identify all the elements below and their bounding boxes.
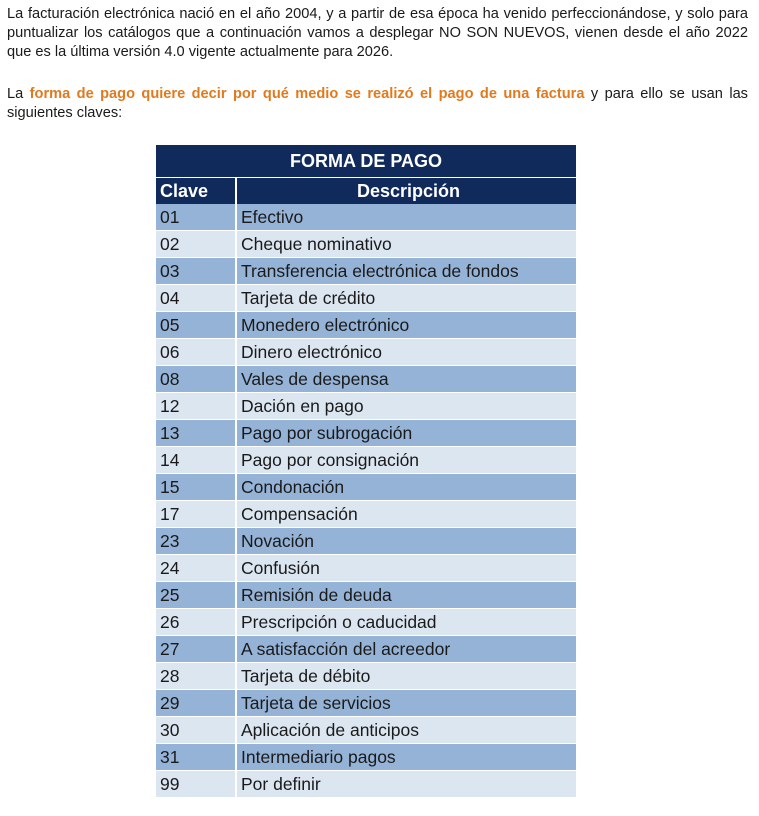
row-key: 99	[156, 771, 236, 798]
row-description: Tarjeta de servicios	[236, 690, 576, 717]
row-key: 03	[156, 258, 236, 285]
row-key: 31	[156, 744, 236, 771]
table-row	[156, 744, 576, 771]
row-description: Remisión de deuda	[236, 582, 576, 609]
row-description: Compensación	[236, 501, 576, 528]
usage-suffix: y para ello se usan las siguientes claves:	[7, 86, 748, 121]
intro-paragraph: La facturación electrónica nació en el año 2004, y a partir de esa época ha venido perfeccionándose, y solo para puntualizar los catálogos que a continuación vamos a desplegar NO SON NUEVOS, vienen desde el año 2022 que es la última versión 4.0 vigente actualmente para 2026.	[7, 6, 748, 60]
row-key: 06	[156, 339, 236, 366]
row-description: Condonación	[236, 474, 576, 501]
row-key: 23	[156, 528, 236, 555]
payment-method-table	[156, 145, 576, 798]
row-description: Monedero electrónico	[236, 312, 576, 339]
row-description: Prescripción o caducidad	[236, 609, 576, 636]
row-key: 12	[156, 393, 236, 420]
row-description: Pago por subrogación	[236, 420, 576, 447]
table-row	[156, 339, 576, 366]
row-key: 29	[156, 690, 236, 717]
row-description: Dinero electrónico	[236, 339, 576, 366]
row-description: Tarjeta de crédito	[236, 285, 576, 312]
table-row	[156, 258, 576, 285]
table-title-row	[156, 145, 576, 178]
row-key: 04	[156, 285, 236, 312]
row-key: 14	[156, 447, 236, 474]
table-row	[156, 285, 576, 312]
header-descripcion: Descripción	[236, 178, 576, 205]
table-row	[156, 582, 576, 609]
row-description: Transferencia electrónica de fondos	[236, 258, 576, 285]
table-row	[156, 420, 576, 447]
row-description: Pago por consignación	[236, 447, 576, 474]
row-key: 25	[156, 582, 236, 609]
row-description: Dación en pago	[236, 393, 576, 420]
row-key: 26	[156, 609, 236, 636]
row-key: 27	[156, 636, 236, 663]
row-key: 30	[156, 717, 236, 744]
table-row	[156, 447, 576, 474]
row-key: 08	[156, 366, 236, 393]
table-row	[156, 474, 576, 501]
table-row	[156, 771, 576, 798]
usage-highlight: forma de pago quiere decir por qué medio se realizó el pago de una factura	[29, 86, 585, 102]
row-description: Novación	[236, 528, 576, 555]
table-row	[156, 555, 576, 582]
table-row	[156, 231, 576, 258]
row-description: Intermediario pagos	[236, 744, 576, 771]
table-row	[156, 528, 576, 555]
table-row	[156, 393, 576, 420]
table-header-row	[156, 178, 576, 205]
row-description: A satisfacción del acreedor	[236, 636, 576, 663]
row-description: Tarjeta de débito	[236, 663, 576, 690]
table-row	[156, 690, 576, 717]
table-row	[156, 717, 576, 744]
usage-paragraph	[7, 85, 748, 123]
table-row	[156, 663, 576, 690]
row-key: 24	[156, 555, 236, 582]
row-key: 15	[156, 474, 236, 501]
row-key: 05	[156, 312, 236, 339]
table-row	[156, 366, 576, 393]
row-description: Cheque nominativo	[236, 231, 576, 258]
header-clave: Clave	[156, 178, 236, 205]
table-row	[156, 609, 576, 636]
table-row	[156, 636, 576, 663]
table-row	[156, 501, 576, 528]
table-title: FORMA DE PAGO	[156, 145, 576, 178]
table-row	[156, 312, 576, 339]
row-key: 17	[156, 501, 236, 528]
row-description: Confusión	[236, 555, 576, 582]
usage-prefix: La	[7, 86, 30, 102]
row-key: 13	[156, 420, 236, 447]
row-description: Aplicación de anticipos	[236, 717, 576, 744]
row-description: Efectivo	[236, 204, 576, 231]
row-description: Vales de despensa	[236, 366, 576, 393]
row-key: 02	[156, 231, 236, 258]
row-description: Por definir	[236, 771, 576, 798]
row-key: 01	[156, 204, 236, 231]
table-row	[156, 204, 576, 231]
table-body	[156, 204, 576, 798]
row-key: 28	[156, 663, 236, 690]
